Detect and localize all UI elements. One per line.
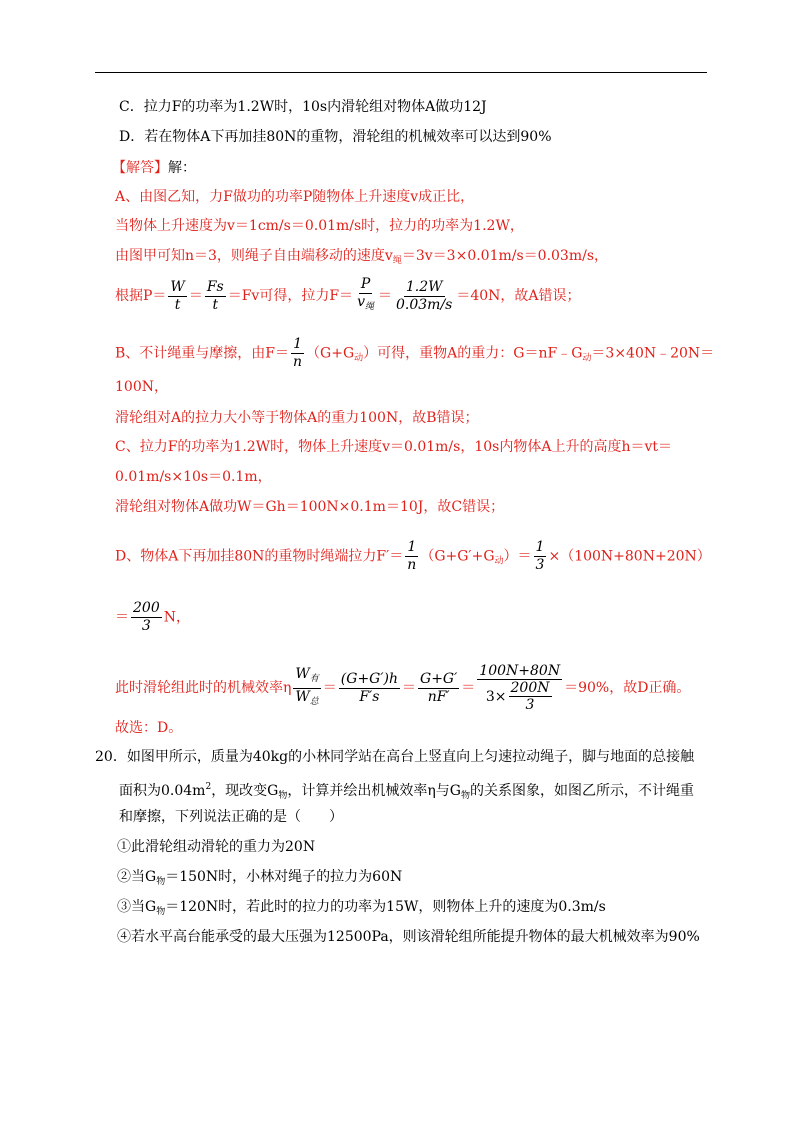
solution-b-1: B、不计绳重与摩擦，由F＝ $\frac{1}{n}$ $(G+G_动)$可得，重物A的重力：$G=nF﹣G_动=3\times 40N﹣20N=$ bbox=[115, 336, 715, 370]
solution-a-3 bbox=[115, 246, 608, 271]
fraction-1-over-n: $\frac{1}{n}$ bbox=[293, 336, 303, 370]
solution-b-2: 100N， bbox=[115, 379, 168, 395]
answer-choice: 故选：D。 bbox=[115, 720, 183, 736]
header-rule bbox=[95, 72, 707, 73]
a3-post: ＝3v＝3×0.01m/s＝0.03m/s， bbox=[401, 248, 609, 264]
solution-d-1: D、物体A下再加挂80N的重物时绳端拉力F′＝ $\frac{1}{n}$ $(G+G'+G_动)=$ $\frac{1}{3}$ ×（100N+80N+20N） bbox=[115, 539, 711, 573]
a3-text: 由图甲可知n＝3，则绳子自由端移动的速度v bbox=[115, 248, 393, 264]
solution-d-3: 此时滑轮组此时的机械效率η $\frac{W_有}{W_总}$ ＝ $\frac{(G+G')h}{F's}$ ＝ $\frac{G+G'}{nF'}$ ＝ 100N+80N 3× $\frac{200N}{3}$ ＝90%，故D正确。 bbox=[115, 663, 691, 713]
fraction-fs-over-t: $\frac{Fs}{t}$ bbox=[206, 278, 224, 313]
statement-3: ③当$G_物=120N$时，若此时的拉力的功率为15W，则物体上升的速度为0.3m/s bbox=[117, 899, 606, 917]
a3-sub: 绳 bbox=[392, 256, 402, 266]
answer-heading bbox=[112, 158, 196, 178]
answer-jie: 解： bbox=[168, 160, 196, 176]
solution-b-3: 滑轮组对A的拉力大小等于物体A的重力100N，故B错误； bbox=[115, 410, 479, 426]
fraction-1-over-3: $\frac{1}{3}$ bbox=[535, 539, 545, 573]
fraction-p-over-v: $\frac{P}{v_绳}$ bbox=[357, 276, 374, 312]
solution-a-1: A、由图乙知，力F做功的功率P随物体上升速度v成正比， bbox=[115, 189, 475, 205]
fraction-efficiency-numeric: 100N+80N 3× $\frac{200N}{3}$ bbox=[479, 663, 561, 713]
solution-c-3: 滑轮组对物体A做功W＝Gh＝100N×0.1m＝10J，故C错误； bbox=[115, 499, 505, 515]
solution-c-2: 0.01m/s×10s＝0.1m， bbox=[115, 469, 272, 485]
fraction-power-over-speed: $\frac{1.2W}{0.03m/s}$ bbox=[396, 278, 453, 313]
fraction-200-over-3: $\frac{200}{3}$ bbox=[133, 600, 160, 634]
question-20-line-2: 面积为$0.04m^2$，现改变$G_物$，计算并绘出机械效率η与$G_物$的关系图象，如图乙所示，不计绳重 bbox=[119, 782, 694, 801]
statement-4: ④若水平高台能承受的最大压强为12500Pa，则该滑轮组所能提升物体的最大机械效率为90% bbox=[117, 929, 700, 945]
a4-post: ＝40N，故A错误； bbox=[456, 288, 581, 304]
option-c: C．拉力F的功率为1.2W时，10s内滑轮组对物体A做功12J bbox=[119, 99, 487, 115]
question-20-line-3: 和摩擦，下列说法正确的是（ ） bbox=[119, 809, 343, 825]
option-d: D．若在物体A下再加挂80N的重物，滑轮组的机械效率可以达到90% bbox=[119, 129, 552, 145]
solution-a-2: 当物体上升速度为v＝1cm/s＝0.01m/s时，拉力的功率为1.2W， bbox=[115, 218, 524, 234]
solution-c-1: C、拉力F的功率为1.2W时，物体上升速度v＝0.01m/s，10s内物体A上升的高度h＝vt＝ bbox=[115, 439, 672, 455]
a4-pre: 根据P＝ bbox=[115, 288, 167, 304]
fraction-w-useful-over-w-total: $\frac{W_有}{W_总}$ bbox=[295, 665, 319, 707]
statement-2: ②当$G_物=150N$时，小林对绳子的拉力为60N bbox=[117, 869, 403, 887]
fraction-1-over-n-d: $\frac{1}{n}$ bbox=[407, 539, 417, 573]
solution-a-4: 根据P＝ $\frac{W}{t}$ ＝ $\frac{Fs}{t}$ ＝Fv可得，拉力F＝ $\frac{P}{v_绳}$ ＝ $\frac{1.2W}{0.03m/s}$ ＝40N，故A错误； bbox=[115, 276, 581, 316]
fraction-w-over-t: $\frac{W}{t}$ bbox=[170, 278, 185, 313]
a4-mid: ＝Fv可得，拉力F＝ bbox=[227, 288, 354, 304]
fraction-g-over-nf: $\frac{G+G'}{nF'}$ bbox=[420, 670, 458, 705]
solution-d-2: ＝ $\frac{200}{3}$ N， bbox=[115, 600, 190, 634]
statement-1: ①此滑轮组动滑轮的重力为20N bbox=[117, 839, 316, 855]
question-20-line-1: 20．如图甲所示，质量为40kg的小林同学站在高台上竖直向上匀速拉动绳子，脚与地面的总接触 bbox=[95, 749, 695, 765]
fraction-gh-over-fs: $\frac{(G+G')h}{F's}$ bbox=[340, 670, 399, 705]
answer-label: 【解答】 bbox=[112, 160, 168, 176]
